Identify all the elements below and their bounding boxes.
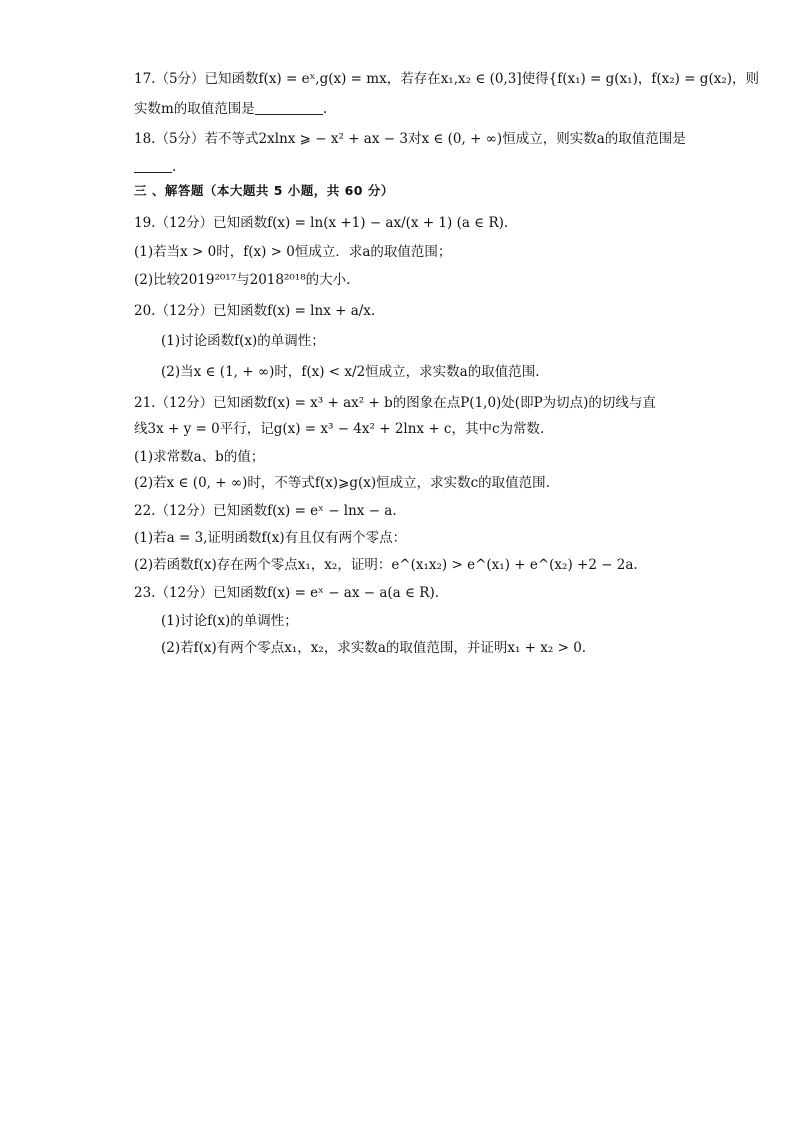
q19-line-2: (1)若当x > 0时，f(x) > 0恒成立．求a的取值范围；	[134, 244, 452, 260]
q22-line-2: (1)若a = 3,证明函数f(x)有且仅有两个零点：	[134, 530, 407, 546]
q23-line-3: (2)若f(x)有两个零点x₁，x₂，求实数a的取值范围，并证明x₁ + x₂ > 0.	[161, 640, 587, 656]
q18-answer-blank	[134, 158, 172, 173]
q21-line-2: 线3x + y = 0平行，记g(x) = x³ − 4x² + 2lnx + c，其中c为常数.	[134, 421, 545, 437]
q17-answer-blank	[255, 100, 323, 115]
q20-line-1: 20.（12分）已知函数f(x) = lnx + a/x.	[134, 303, 376, 319]
q23-line-2: (1)讨论f(x)的单调性；	[161, 613, 298, 629]
q18-line-2: .	[134, 157, 176, 177]
q21-line-3: (1)求常数a、b的值；	[134, 449, 265, 465]
q17-line-2-text: 实数m的取值范围是	[134, 101, 255, 117]
q17-line-1: 17.（5分）已知函数f(x) = eˣ,g(x) = mx，若存在x₁,x₂ ∈ (0,3]使得{f(x₁) = g(x₁)，f(x₂) = g(x₂)，则	[134, 71, 760, 87]
section-title: 三 、解答题（本大题共 5 小题，共 60 分）	[134, 183, 394, 198]
q19-line-1: 19.（12分）已知函数f(x) = ln(x +1) − ax/(x + 1) (a ∈ R).	[134, 215, 509, 231]
q21-line-4: (2)若x ∈ (0, + ∞)时，不等式f(x)⩾g(x)恒成立，求实数c的取值范围.	[134, 475, 550, 491]
q21-line-1: 21.（12分）已知函数f(x) = x³ + ax² + b的图象在点P(1,0)处(即P为切点)的切线与直	[134, 395, 656, 411]
q19-line-3: (2)比较2019²⁰¹⁷与2018²⁰¹⁸的大小.	[134, 272, 351, 288]
q22-line-3: (2)若函数f(x)存在两个零点x₁，x₂，证明：e^(x₁x₂) > e^(x₁) + e^(x₂) +2 − 2a.	[134, 557, 638, 573]
q22-line-1: 22.（12分）已知函数f(x) = eˣ − lnx − a.	[134, 503, 397, 519]
q20-line-3: (2)当x ∈ (1, + ∞)时，f(x) < x/2恒成立，求实数a的取值范围.	[161, 364, 540, 380]
q20-line-2: (1)讨论函数f(x)的单调性；	[161, 333, 325, 349]
q23-line-1: 23.（12分）已知函数f(x) = eˣ − ax − a(a ∈ R).	[134, 585, 440, 601]
q18-line-1: 18.（5分）若不等式2xlnx ⩾ − x² + ax − 3对x ∈ (0, + ∞)恒成立，则实数a的取值范围是	[134, 131, 686, 147]
q17-line-2: 实数m的取值范围是 .	[134, 101, 328, 117]
